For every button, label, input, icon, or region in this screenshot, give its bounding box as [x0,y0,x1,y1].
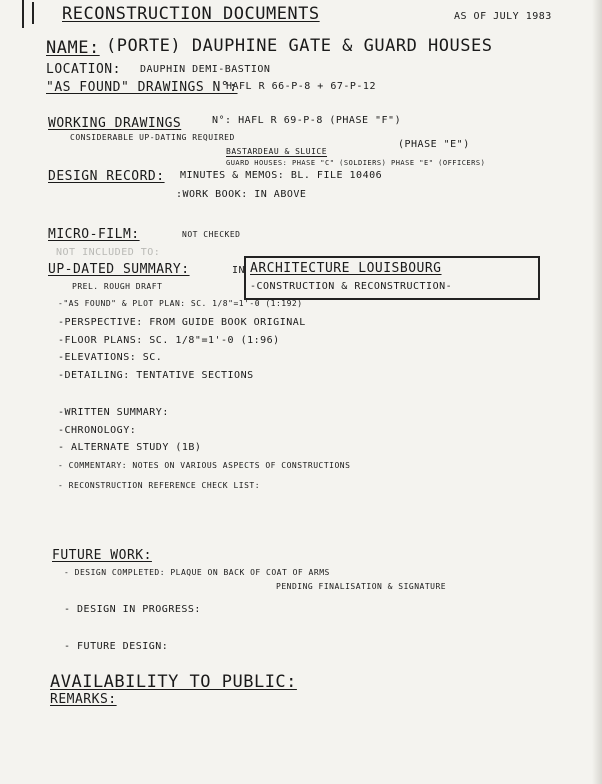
as-found-label: "AS FOUND" DRAWINGS N°: [46,80,238,95]
updated-summary-in: IN [232,265,246,276]
document-date: AS OF JULY 1983 [454,11,552,22]
faint-erased-line: NOT INCLUDED TO: [56,247,161,258]
name-value: (PORTE) DAUPHINE GATE & GUARD HOUSES [106,36,493,56]
summary-item-1: -"AS FOUND" & PLOT PLAN: SC. 1/8"=1'-0 (1:192) [58,299,303,308]
document-title: RECONSTRUCTION DOCUMENTS [62,4,320,24]
future-work-label: FUTURE WORK: [52,548,152,563]
summary-item-3: -FLOOR PLANS: SC. 1/8"=1'-0 (1:96) [58,335,280,346]
future-design-completed: - DESIGN COMPLETED: PLAQUE ON BACK OF COAT OF ARMS [64,568,330,577]
box-line-2: -CONSTRUCTION & RECONSTRUCTION- [250,281,453,292]
working-drawings-label: WORKING DRAWINGS [48,116,182,131]
summary-item-5: -DETAILING: TENTATIVE SECTIONS [58,370,254,381]
summary-item-6: -WRITTEN SUMMARY: [58,407,169,418]
remarks-label: REMARKS: [50,692,117,707]
summary-item-9: - COMMENTARY: NOTES ON VARIOUS ASPECTS OF CONSTRUCTIONS [58,461,351,470]
working-drawings-note: CONSIDERABLE UP-DATING REQUIRED [70,133,235,142]
design-record-workbook: :WORK BOOK: IN ABOVE [176,189,307,200]
scan-edge [592,0,602,784]
microfilm-label: MICRO-FILM: [48,227,140,242]
prel-rough-draft: PREL. ROUGH DRAFT [72,282,163,291]
design-record-minutes: MINUTES & MEMOS: BL. FILE 10406 [180,170,383,181]
margin-mark-2 [32,2,34,24]
phase-e-label: (PHASE "E") [398,139,470,150]
updated-summary-label: UP-DATED SUMMARY: [48,262,190,277]
as-found-value: HAFL R 66-P-8 + 67-P-12 [226,81,376,92]
design-record-label: DESIGN RECORD: [48,169,165,184]
future-design: - FUTURE DESIGN: [64,641,169,652]
microfilm-value: NOT CHECKED [182,230,241,239]
bastardeau-label: BASTARDEAU & SLUICE [226,147,328,156]
summary-item-7: -CHRONOLOGY: [58,425,137,436]
box-line-1: ARCHITECTURE LOUISBOURG [250,261,442,276]
future-in-progress: - DESIGN IN PROGRESS: [64,604,201,615]
summary-item-4: -ELEVATIONS: SC. [58,352,163,363]
location-label: LOCATION: [46,62,121,77]
availability-label: AVAILABILITY TO PUBLIC: [50,672,297,692]
summary-item-10: - RECONSTRUCTION REFERENCE CHECK LIST: [58,481,261,490]
working-drawings-value: N°: HAFL R 69-P-8 (PHASE "F") [212,115,402,126]
guard-houses-line: GUARD HOUSES: PHASE "C" (SOLDIERS) PHASE "E" (OFFICERS) [226,159,486,167]
future-pending: PENDING FINALISATION & SIGNATURE [276,582,447,591]
summary-item-8: - ALTERNATE STUDY (1B) [58,442,202,453]
margin-mark [22,0,24,28]
summary-item-2: -PERSPECTIVE: FROM GUIDE BOOK ORIGINAL [58,317,306,328]
name-label: NAME: [46,38,100,58]
location-value: DAUPHIN DEMI-BASTION [140,64,271,75]
